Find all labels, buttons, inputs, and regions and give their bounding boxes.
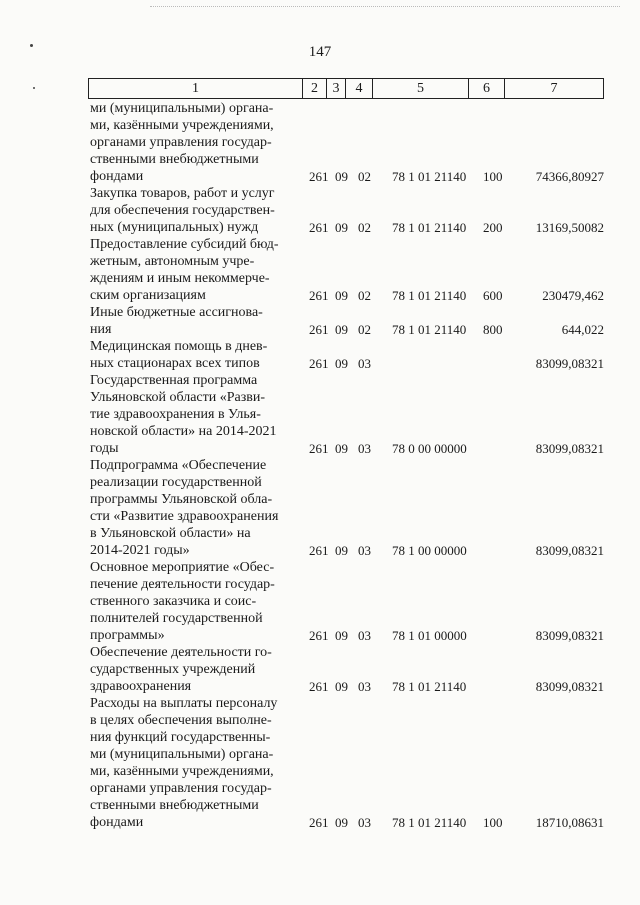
cell-col6: 100: [483, 169, 503, 184]
cell-col2: 261: [309, 543, 329, 558]
description-line: органами управления государ-: [90, 135, 272, 150]
cell-col7: 83099,08321: [535, 543, 604, 558]
description-line: реализации государственной: [90, 475, 262, 490]
cell-col4: 02: [358, 220, 371, 235]
row-description: [90, 236, 304, 304]
header-col-5: 5: [372, 79, 468, 98]
row-description: [90, 559, 304, 644]
description-line: ния: [90, 322, 112, 337]
cell-col7: 230479,462: [542, 288, 604, 303]
cell-col4: 03: [358, 679, 371, 694]
cell-col7: 83099,08321: [535, 628, 604, 643]
cell-col4: 02: [358, 169, 371, 184]
cell-col2: 261: [309, 220, 329, 235]
description-line: Закупка товаров, работ и услуг: [90, 186, 275, 201]
cell-col6: 200: [483, 220, 503, 235]
description-line: фондами: [90, 169, 144, 184]
description-line: ми (муниципальными) органа-: [90, 101, 274, 116]
description-line: ных стационарах всех типов: [90, 356, 260, 371]
cell-col5: 78 1 01 21140: [392, 288, 467, 303]
description-line: тие здравоохранения в Улья-: [90, 407, 261, 422]
description-line: здравоохранения: [90, 679, 192, 694]
cell-col2: 261: [309, 169, 329, 184]
scan-edge-line: [150, 6, 620, 7]
cell-col2: 261: [309, 356, 329, 371]
description-line: Предоставление субсидий бюд-: [90, 237, 279, 252]
description-line: Подпрограмма «Обеспечение: [90, 458, 267, 473]
description-line: ми, казёнными учреждениями,: [90, 118, 274, 133]
row-description: [90, 100, 304, 185]
cell-col5: 78 1 01 21140: [392, 220, 467, 235]
header-col-3: 3: [326, 79, 345, 98]
description-line: Иные бюджетные ассигнова-: [90, 305, 263, 320]
header-col-4: 4: [345, 79, 372, 98]
cell-col3: 09: [335, 628, 348, 643]
cell-col2: 261: [309, 288, 329, 303]
row-description: [90, 372, 304, 457]
header-col-1: 1: [88, 79, 302, 98]
description-line: программы Ульяновской обла-: [90, 492, 273, 507]
row-description: [90, 695, 304, 831]
cell-col7: 13169,50082: [535, 220, 604, 235]
scan-speck: [33, 87, 35, 89]
description-line: новской области» на 2014-2021: [90, 424, 277, 439]
cell-col5: 78 1 01 21140: [392, 815, 467, 830]
cell-col4: 03: [358, 441, 371, 456]
header-col-2: 2: [302, 79, 326, 98]
cell-col4: 02: [358, 288, 371, 303]
cell-col5: 78 1 01 21140: [392, 322, 467, 337]
cell-col5: 78 1 01 00000: [392, 628, 467, 643]
description-line: фондами: [90, 815, 144, 830]
description-line: сударственных учреждений: [90, 662, 256, 677]
description-line: в целях обеспечения выполне-: [90, 713, 272, 728]
cell-col2: 261: [309, 679, 329, 694]
row-description: [90, 457, 304, 559]
description-line: ским организациям: [90, 288, 206, 303]
description-line: Медицинская помощь в днев-: [90, 339, 268, 354]
cell-col3: 09: [335, 288, 348, 303]
header-col-7: 7: [504, 79, 604, 98]
description-line: Обеспечение деятельности го-: [90, 645, 272, 660]
description-line: ственного заказчика и соис-: [90, 594, 257, 609]
header-col-6: 6: [468, 79, 504, 98]
description-line: Основное мероприятие «Обес-: [90, 560, 275, 575]
description-line: ми (муниципальными) органа-: [90, 747, 274, 762]
description-line: полнителей государственной: [90, 611, 263, 626]
cell-col7: 74366,80927: [535, 169, 604, 184]
description-line: в Ульяновской области» на: [90, 526, 251, 541]
cell-col6: 800: [483, 322, 503, 337]
description-line: жетным, автономным учре-: [90, 254, 255, 269]
description-line: Расходы на выплаты персоналу: [90, 696, 278, 711]
cell-col2: 261: [309, 628, 329, 643]
table-header-row: [88, 78, 604, 99]
cell-col3: 09: [335, 815, 348, 830]
cell-col6: 100: [483, 815, 503, 830]
cell-col5: 78 1 01 21140: [392, 169, 467, 184]
page-number: 147: [308, 44, 332, 60]
description-line: ния функций государственны-: [90, 730, 271, 745]
cell-col2: 261: [309, 441, 329, 456]
cell-col4: 03: [358, 815, 371, 830]
cell-col3: 09: [335, 441, 348, 456]
description-line: ждениям и иным некоммерче-: [90, 271, 270, 286]
description-line: сти «Развитие здравоохранения: [90, 509, 279, 524]
cell-col6: 600: [483, 288, 503, 303]
description-line: ми, казёнными учреждениями,: [90, 764, 274, 779]
description-line: ственными внебюджетными: [90, 798, 259, 813]
description-line: 2014-2021 годы»: [90, 543, 190, 558]
description-line: ственными внебюджетными: [90, 152, 259, 167]
cell-col3: 09: [335, 543, 348, 558]
cell-col3: 09: [335, 322, 348, 337]
cell-col5: 78 0 00 00000: [392, 441, 467, 456]
description-line: печение деятельности государ-: [90, 577, 275, 592]
cell-col3: 09: [335, 169, 348, 184]
cell-col7: 18710,08631: [535, 815, 604, 830]
description-line: программы»: [90, 628, 165, 643]
row-description: [90, 185, 304, 236]
cell-col5: 78 1 00 00000: [392, 543, 467, 558]
row-description: [90, 644, 304, 695]
cell-col5: 78 1 01 21140: [392, 679, 467, 694]
row-description: [90, 338, 304, 372]
cell-col7: 83099,08321: [535, 679, 604, 694]
description-line: ных (муниципальных) нужд: [90, 220, 259, 235]
cell-col2: 261: [309, 815, 329, 830]
description-line: Государственная программа: [90, 373, 258, 388]
cell-col7: 644,022: [561, 322, 604, 337]
description-line: органами управления государ-: [90, 781, 272, 796]
description-line: годы: [90, 441, 119, 456]
cell-col3: 09: [335, 220, 348, 235]
cell-col7: 83099,08321: [535, 356, 604, 371]
cell-col7: 83099,08321: [535, 441, 604, 456]
cell-col4: 03: [358, 628, 371, 643]
row-description: [90, 304, 304, 338]
description-line: Ульяновской области «Разви-: [90, 390, 266, 405]
cell-col4: 03: [358, 356, 371, 371]
cell-col4: 02: [358, 322, 371, 337]
cell-col4: 03: [358, 543, 371, 558]
cell-col3: 09: [335, 679, 348, 694]
cell-col2: 261: [309, 322, 329, 337]
description-line: для обеспечения государствен-: [90, 203, 275, 218]
cell-col3: 09: [335, 356, 348, 371]
